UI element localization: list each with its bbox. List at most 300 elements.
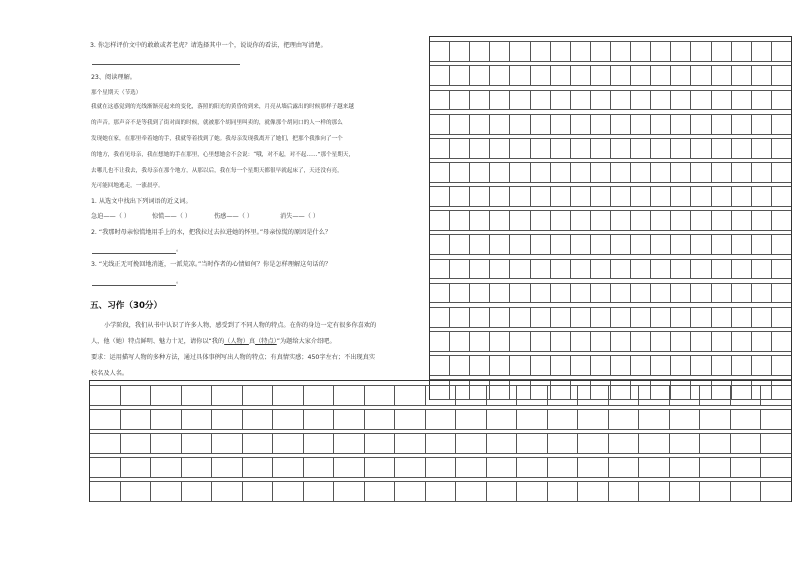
grid-cell[interactable] [531,115,551,135]
grid-cell[interactable] [571,260,591,280]
grid-cell[interactable] [548,410,579,430]
grid-cell[interactable] [487,482,518,502]
grid-cell[interactable] [490,332,510,352]
grid-cell[interactable] [571,187,591,207]
grid-cell[interactable] [691,211,711,231]
grid-cell[interactable] [752,235,772,255]
grid-cell[interactable] [609,482,640,502]
grid-cell[interactable] [671,66,691,86]
grid-cell[interactable] [182,386,213,406]
grid-cell[interactable] [490,115,510,135]
grid-cell[interactable] [631,42,651,62]
grid-cell[interactable] [551,211,571,231]
grid-cell[interactable] [752,139,772,159]
grid-cell[interactable] [510,187,530,207]
grid-cell[interactable] [90,386,121,406]
grid-cell[interactable] [651,260,671,280]
grid-cell[interactable] [334,458,365,478]
grid-cell[interactable] [631,187,651,207]
grid-cell[interactable] [578,482,609,502]
grid-cell[interactable] [691,42,711,62]
grid-cell[interactable] [691,260,711,280]
grid-cell[interactable] [752,115,772,135]
grid-cell[interactable] [490,356,510,376]
grid-cell[interactable] [732,308,752,328]
grid-cell[interactable] [430,163,450,183]
grid-cell[interactable] [121,482,152,502]
grid-cell[interactable] [631,211,651,231]
grid-cell[interactable] [772,211,791,231]
grid-cell[interactable] [591,139,611,159]
grid-cell[interactable] [731,482,762,502]
grid-cell[interactable] [609,458,640,478]
grid-cell[interactable] [731,386,762,406]
grid-cell[interactable] [609,386,640,406]
grid-cell[interactable] [395,386,426,406]
grid-cell[interactable] [611,139,631,159]
grid-cell[interactable] [470,139,490,159]
grid-cell[interactable] [334,410,365,430]
grid-cell[interactable] [531,308,551,328]
grid-cell[interactable] [731,458,762,478]
grid-cell[interactable] [470,260,490,280]
grid-cell[interactable] [365,434,396,454]
grid-cell[interactable] [182,482,213,502]
grid-cell[interactable] [571,139,591,159]
grid-cell[interactable] [430,66,450,86]
grid-cell[interactable] [151,410,182,430]
grid-cell[interactable] [712,332,732,352]
grid-cell[interactable] [426,482,457,502]
grid-cell[interactable] [450,91,470,111]
grid-cell[interactable] [430,356,450,376]
grid-cell[interactable] [691,66,711,86]
grid-cell[interactable] [671,211,691,231]
grid-cell[interactable] [551,260,571,280]
grid-cell[interactable] [752,187,772,207]
grid-cell[interactable] [772,42,791,62]
grid-cell[interactable] [591,66,611,86]
grid-cell[interactable] [430,139,450,159]
grid-cell[interactable] [487,458,518,478]
grid-cell[interactable] [571,356,591,376]
grid-cell[interactable] [430,332,450,352]
grid-cell[interactable] [90,410,121,430]
grid-cell[interactable] [712,42,732,62]
grid-cell[interactable] [732,235,752,255]
grid-cell[interactable] [151,458,182,478]
grid-cell[interactable] [273,434,304,454]
grid-cell[interactable] [490,260,510,280]
grid-cell[interactable] [571,91,591,111]
grid-cell[interactable] [531,260,551,280]
grid-cell[interactable] [732,187,752,207]
grid-cell[interactable] [430,284,450,304]
grid-cell[interactable] [470,163,490,183]
grid-cell[interactable] [772,235,791,255]
grid-cell[interactable] [670,434,701,454]
grid-cell[interactable] [631,284,651,304]
grid-cell[interactable] [304,458,335,478]
grid-cell[interactable] [531,42,551,62]
grid-cell[interactable] [470,284,490,304]
grid-cell[interactable] [651,163,671,183]
grid-cell[interactable] [761,386,791,406]
grid-cell[interactable] [631,356,651,376]
grid-cell[interactable] [591,332,611,352]
grid-cell[interactable] [700,386,731,406]
grid-cell[interactable] [243,458,274,478]
grid-cell[interactable] [395,434,426,454]
grid-cell[interactable] [571,332,591,352]
grid-cell[interactable] [273,386,304,406]
grid-cell[interactable] [510,115,530,135]
grid-cell[interactable] [611,163,631,183]
grid-cell[interactable] [430,211,450,231]
grid-cell[interactable] [631,260,651,280]
grid-cell[interactable] [752,163,772,183]
grid-cell[interactable] [426,458,457,478]
grid-cell[interactable] [671,260,691,280]
grid-cell[interactable] [671,284,691,304]
grid-cell[interactable] [470,187,490,207]
grid-cell[interactable] [591,42,611,62]
grid-cell[interactable] [631,139,651,159]
grid-cell[interactable] [490,187,510,207]
answer-line-q3-tiger[interactable] [92,64,240,65]
grid-cell[interactable] [591,187,611,207]
grid-cell[interactable] [611,284,631,304]
grid-cell[interactable] [691,356,711,376]
grid-cell[interactable] [752,91,772,111]
grid-cell[interactable] [761,482,791,502]
grid-cell[interactable] [450,115,470,135]
grid-cell[interactable] [517,410,548,430]
grid-cell[interactable] [517,458,548,478]
grid-cell[interactable] [430,115,450,135]
grid-cell[interactable] [611,66,631,86]
grid-cell[interactable] [732,356,752,376]
grid-cell[interactable] [712,187,732,207]
grid-cell[interactable] [712,260,732,280]
grid-cell[interactable] [490,235,510,255]
grid-cell[interactable] [510,91,530,111]
grid-cell[interactable] [670,386,701,406]
grid-cell[interactable] [712,211,732,231]
grid-cell[interactable] [490,308,510,328]
grid-cell[interactable] [531,187,551,207]
synonym-item[interactable]: 消失——（ ） [280,213,320,220]
grid-cell[interactable] [456,458,487,478]
grid-cell[interactable] [571,284,591,304]
grid-cell[interactable] [631,235,651,255]
grid-cell[interactable] [651,139,671,159]
grid-cell[interactable] [732,332,752,352]
grid-cell[interactable] [487,434,518,454]
grid-cell[interactable] [591,308,611,328]
grid-cell[interactable] [651,356,671,376]
grid-cell[interactable] [450,42,470,62]
grid-cell[interactable] [578,434,609,454]
grid-cell[interactable] [212,410,243,430]
grid-cell[interactable] [531,356,551,376]
grid-cell[interactable] [450,308,470,328]
grid-cell[interactable] [121,410,152,430]
grid-cell[interactable] [430,42,450,62]
grid-cell[interactable] [470,42,490,62]
grid-cell[interactable] [772,308,791,328]
grid-cell[interactable] [591,235,611,255]
grid-cell[interactable] [591,91,611,111]
grid-cell[interactable] [531,91,551,111]
grid-cell[interactable] [273,410,304,430]
grid-cell[interactable] [548,386,579,406]
grid-cell[interactable] [712,308,732,328]
grid-cell[interactable] [490,42,510,62]
grid-cell[interactable] [121,434,152,454]
grid-cell[interactable] [761,434,791,454]
grid-cell[interactable] [731,410,762,430]
grid-cell[interactable] [470,332,490,352]
grid-cell[interactable] [151,482,182,502]
grid-cell[interactable] [212,482,243,502]
grid-cell[interactable] [490,211,510,231]
grid-cell[interactable] [611,332,631,352]
grid-cell[interactable] [548,434,579,454]
grid-cell[interactable] [531,332,551,352]
grid-cell[interactable] [470,66,490,86]
grid-cell[interactable] [609,410,640,430]
grid-cell[interactable] [365,386,396,406]
grid-cell[interactable] [470,211,490,231]
writing-grid-bottom[interactable] [89,380,792,502]
grid-cell[interactable] [426,410,457,430]
grid-cell[interactable] [752,332,772,352]
grid-cell[interactable] [212,458,243,478]
grid-cell[interactable] [670,482,701,502]
grid-cell[interactable] [671,42,691,62]
grid-cell[interactable] [273,482,304,502]
grid-cell[interactable] [517,386,548,406]
grid-cell[interactable] [450,163,470,183]
grid-cell[interactable] [510,66,530,86]
grid-cell[interactable] [671,235,691,255]
grid-cell[interactable] [510,260,530,280]
grid-cell[interactable] [700,410,731,430]
grid-cell[interactable] [752,211,772,231]
grid-cell[interactable] [700,482,731,502]
grid-cell[interactable] [651,211,671,231]
grid-cell[interactable] [304,482,335,502]
grid-cell[interactable] [395,482,426,502]
grid-cell[interactable] [611,235,631,255]
grid-cell[interactable] [670,458,701,478]
grid-cell[interactable] [273,458,304,478]
grid-cell[interactable] [430,308,450,328]
grid-cell[interactable] [430,235,450,255]
grid-cell[interactable] [651,284,671,304]
grid-cell[interactable] [450,260,470,280]
grid-cell[interactable] [611,211,631,231]
grid-cell[interactable] [732,115,752,135]
grid-cell[interactable] [691,308,711,328]
grid-cell[interactable] [752,284,772,304]
synonym-item[interactable]: 伤感——（ ） [214,213,254,220]
grid-cell[interactable] [700,434,731,454]
grid-cell[interactable] [151,386,182,406]
grid-cell[interactable] [772,187,791,207]
grid-cell[interactable] [470,115,490,135]
grid-cell[interactable] [551,332,571,352]
grid-cell[interactable] [671,308,691,328]
grid-cell[interactable] [426,386,457,406]
grid-cell[interactable] [551,139,571,159]
grid-cell[interactable] [551,187,571,207]
grid-cell[interactable] [772,91,791,111]
grid-cell[interactable] [752,308,772,328]
grid-cell[interactable] [551,356,571,376]
grid-cell[interactable] [631,332,651,352]
grid-cell[interactable] [712,115,732,135]
grid-cell[interactable] [365,458,396,478]
grid-cell[interactable] [772,284,791,304]
grid-cell[interactable] [671,356,691,376]
grid-cell[interactable] [490,139,510,159]
grid-cell[interactable] [639,410,670,430]
grid-cell[interactable] [430,260,450,280]
grid-cell[interactable] [470,356,490,376]
grid-cell[interactable] [487,410,518,430]
grid-cell[interactable] [470,91,490,111]
grid-cell[interactable] [578,386,609,406]
grid-cell[interactable] [732,139,752,159]
grid-cell[interactable] [531,235,551,255]
grid-cell[interactable] [671,332,691,352]
grid-cell[interactable] [551,66,571,86]
grid-cell[interactable] [90,482,121,502]
grid-cell[interactable] [591,163,611,183]
grid-cell[interactable] [691,284,711,304]
grid-cell[interactable] [571,163,591,183]
grid-cell[interactable] [752,260,772,280]
grid-cell[interactable] [752,66,772,86]
grid-cell[interactable] [591,211,611,231]
grid-cell[interactable] [571,66,591,86]
grid-cell[interactable] [548,482,579,502]
grid-cell[interactable] [712,163,732,183]
grid-cell[interactable] [631,163,651,183]
grid-cell[interactable] [304,434,335,454]
grid-cell[interactable] [490,66,510,86]
grid-cell[interactable] [510,139,530,159]
grid-cell[interactable] [510,308,530,328]
grid-cell[interactable] [732,260,752,280]
grid-cell[interactable] [591,260,611,280]
grid-cell[interactable] [611,187,631,207]
grid-cell[interactable] [772,139,791,159]
grid-cell[interactable] [456,386,487,406]
grid-cell[interactable] [395,458,426,478]
grid-cell[interactable] [510,356,530,376]
grid-cell[interactable] [551,284,571,304]
grid-cell[interactable] [591,115,611,135]
grid-cell[interactable] [551,235,571,255]
grid-cell[interactable] [732,91,752,111]
grid-cell[interactable] [732,66,752,86]
grid-cell[interactable] [551,163,571,183]
grid-cell[interactable] [510,163,530,183]
grid-cell[interactable] [182,410,213,430]
grid-cell[interactable] [243,482,274,502]
grid-cell[interactable] [651,332,671,352]
grid-cell[interactable] [772,260,791,280]
grid-cell[interactable] [571,211,591,231]
grid-cell[interactable] [90,434,121,454]
grid-cell[interactable] [712,356,732,376]
grid-cell[interactable] [731,434,762,454]
grid-cell[interactable] [531,66,551,86]
grid-cell[interactable] [639,434,670,454]
grid-cell[interactable] [671,187,691,207]
grid-cell[interactable] [691,163,711,183]
grid-cell[interactable] [611,308,631,328]
grid-cell[interactable] [531,163,551,183]
grid-cell[interactable] [450,332,470,352]
grid-cell[interactable] [772,163,791,183]
grid-cell[interactable] [470,235,490,255]
grid-cell[interactable] [243,386,274,406]
synonym-item[interactable]: 惊慌——（ ） [152,213,192,220]
grid-cell[interactable] [243,434,274,454]
grid-cell[interactable] [631,91,651,111]
grid-cell[interactable] [510,284,530,304]
grid-cell[interactable] [531,284,551,304]
grid-cell[interactable] [691,115,711,135]
grid-cell[interactable] [611,91,631,111]
synonym-item[interactable]: 急迫——（ ） [91,213,131,220]
grid-cell[interactable] [772,115,791,135]
grid-cell[interactable] [571,42,591,62]
grid-cell[interactable] [450,235,470,255]
grid-cell[interactable] [450,284,470,304]
grid-cell[interactable] [631,115,651,135]
grid-cell[interactable] [551,115,571,135]
grid-cell[interactable] [456,482,487,502]
grid-cell[interactable] [121,386,152,406]
grid-cell[interactable] [487,386,518,406]
grid-cell[interactable] [510,211,530,231]
grid-cell[interactable] [651,235,671,255]
grid-cell[interactable] [450,139,470,159]
grid-cell[interactable] [611,42,631,62]
grid-cell[interactable] [365,410,396,430]
grid-cell[interactable] [761,458,791,478]
grid-cell[interactable] [510,235,530,255]
grid-cell[interactable] [517,434,548,454]
grid-cell[interactable] [551,308,571,328]
grid-cell[interactable] [639,482,670,502]
grid-cell[interactable] [609,434,640,454]
grid-cell[interactable] [691,91,711,111]
grid-cell[interactable] [712,284,732,304]
answer-line-q2[interactable] [92,253,176,254]
grid-cell[interactable] [611,356,631,376]
grid-cell[interactable] [548,458,579,478]
grid-cell[interactable] [772,66,791,86]
grid-cell[interactable] [752,42,772,62]
grid-cell[interactable] [651,42,671,62]
grid-cell[interactable] [151,434,182,454]
